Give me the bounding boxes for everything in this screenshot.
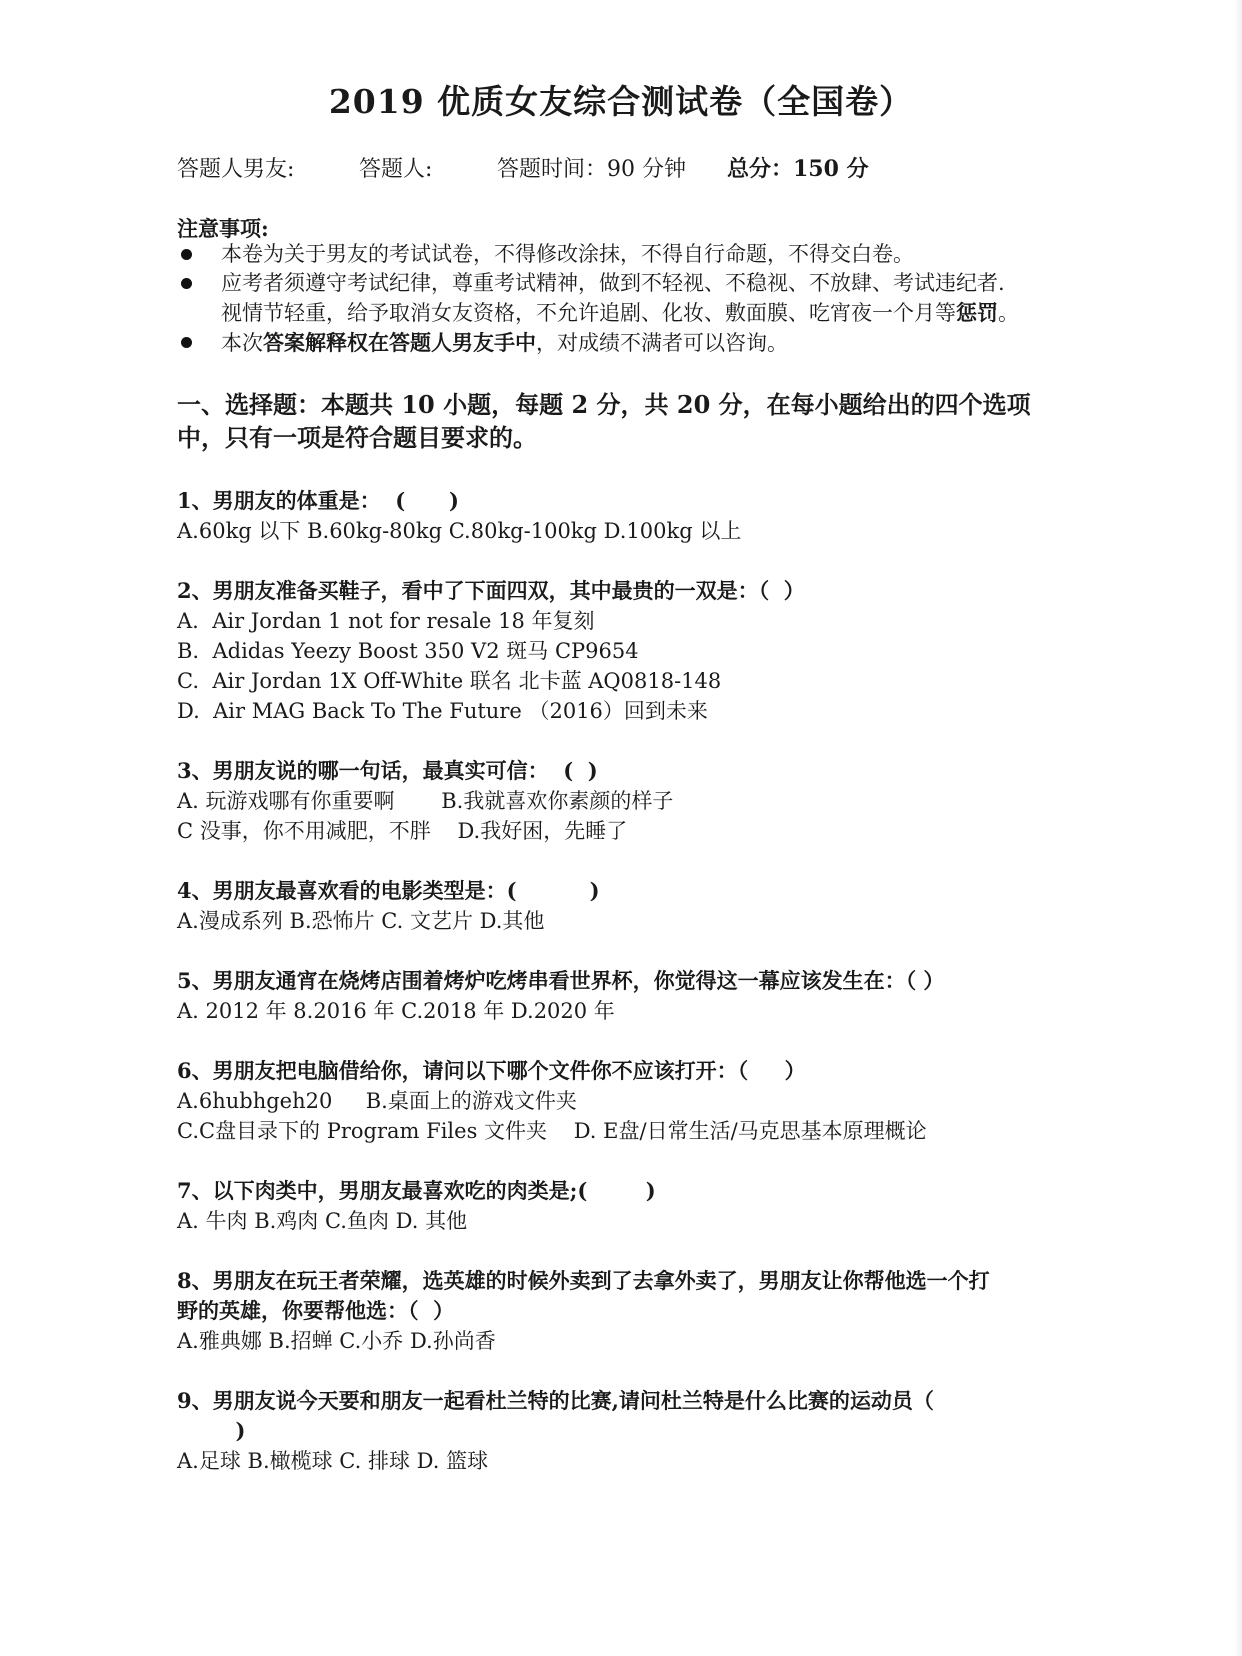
question-9 <box>177 1386 1077 1476</box>
question-2 <box>177 576 1077 726</box>
question-options: A. 牛肉 B.鸡肉 C.鱼肉 D. 其他 <box>177 1209 468 1233</box>
section-heading <box>177 388 1077 454</box>
bullet-icon <box>181 249 192 260</box>
question-stem: 5、男朋友通宵在烧烤店围着烤炉吃烤串看世界杯，你觉得这一幕应该发生在：（ ） <box>177 968 945 993</box>
question-5 <box>177 966 1077 1026</box>
question-option: C. Air Jordan 1X Off-White 联名 北卡蓝 AQ0818-148 <box>177 669 722 693</box>
page-title: 2019 优质女友综合测试卷（全国卷） <box>328 82 914 121</box>
question-stem: 7、以下肉类中，男朋友最喜欢吃的肉类是;( ) <box>177 1178 656 1203</box>
question-options: A. 玩游戏哪有你重要啊 B.我就喜欢你素颜的样子 <box>177 789 674 813</box>
question-options: A.6hubhgeh20 B.桌面上的游戏文件夹 <box>177 1089 577 1113</box>
notice-text: ，对成绩不满者可以咨询。 <box>536 331 788 355</box>
notice-text: 视情节轻重，给予取消女友资格，不允许追剧、化妆、敷面膜、吃宵夜一个月等 <box>221 301 956 325</box>
question-stem: 9、男朋友说今天要和朋友一起看杜兰特的比赛,请问杜兰特是什么比赛的运动员（ ) <box>177 1388 934 1443</box>
question-stem: 2、男朋友准备买鞋子，看中了下面四双，其中最贵的一双是：（ ） <box>177 578 805 603</box>
notice-bold-text: 惩罚 <box>956 300 998 325</box>
question-options: A.雅典娜 B.招蝉 C.小乔 D.孙尚香 <box>177 1329 496 1353</box>
question-stem: 8、男朋友在玩王者荣耀，选英雄的时候外卖到了去拿外卖了，男朋友让你帮他选一个打 野的英雄，你要帮他选：（ ） <box>177 1268 990 1323</box>
exam-info-row <box>177 152 869 183</box>
question-stem: 4、男朋友最喜欢看的电影类型是：( ) <box>177 878 600 903</box>
question-options: A.60kg 以下 B.60kg-80kg C.80kg-100kg D.100kg 以上 <box>177 519 742 543</box>
answerer-field-label: 答题人: <box>359 157 433 182</box>
notice-bold-text: 答案解释权在答题人男友手中 <box>263 330 536 355</box>
notice-text: 应考者须遵守考试纪律，尊重考试精神，做到不轻视、不稳视、不放肆、考试违纪者. <box>221 271 1005 295</box>
notice-item <box>177 328 1117 358</box>
bullet-icon <box>181 278 192 289</box>
time-label: 答题时间：90 分钟 <box>497 157 686 182</box>
section-heading-line: 中，只有一项是符合题目要求的。 <box>177 423 537 452</box>
bullet-icon <box>181 337 192 348</box>
notice-text: 。 <box>998 301 1019 325</box>
notice-text: 本次 <box>221 331 263 355</box>
question-stem: 3、男朋友说的哪一句话，最真实可信： ( ) <box>177 758 598 783</box>
notice-item <box>177 269 1117 328</box>
question-options: C 没事，你不用减肥，不胖 D.我好困，先睡了 <box>177 819 628 843</box>
question-stem: 6、男朋友把电脑借给你，请问以下哪个文件你不应该打开：（ ） <box>177 1058 806 1083</box>
question-options: A.足球 B.橄榄球 C. 排球 D. 篮球 <box>177 1449 489 1473</box>
question-options: A.漫成系列 B.恐怖片 C. 文艺片 D.其他 <box>177 909 545 933</box>
notice-heading: 注意事项: <box>177 216 269 241</box>
question-options: C.C盘目录下的 Program Files 文件夹 D. E盘/日常生活/马克思基本原理概论 <box>177 1119 927 1143</box>
notice-item <box>177 240 1117 269</box>
question-8 <box>177 1266 1077 1356</box>
question-4 <box>177 876 1077 936</box>
section-heading-line: 一、选择题：本题共 10 小题，每题 2 分，共 20 分，在每小题给出的四个选项 <box>177 390 1031 419</box>
notice-text: 本卷为关于男友的考试试卷，不得修改涂抹，不得自行命题，不得交白卷。 <box>221 242 914 266</box>
question-option: A. Air Jordan 1 not for resale 18 年复刻 <box>177 609 595 633</box>
question-options: A. 2012 年 8.2016 年 C.2018 年 D.2020 年 <box>177 999 615 1023</box>
notice-list <box>177 240 1117 358</box>
question-option: B. Adidas Yeezy Boost 350 V2 斑马 CP9654 <box>177 639 639 663</box>
question-1 <box>177 486 1077 546</box>
boyfriend-field-label: 答题人男友: <box>177 157 295 182</box>
question-3 <box>177 756 1077 846</box>
question-option: D. Air MAG Back To The Future （2016）回到未来 <box>177 699 708 723</box>
total-score-label: 总分：150 分 <box>727 156 869 182</box>
question-stem: 1、男朋友的体重是： ( ) <box>177 488 459 513</box>
question-6 <box>177 1056 1077 1146</box>
question-7 <box>177 1176 1077 1236</box>
